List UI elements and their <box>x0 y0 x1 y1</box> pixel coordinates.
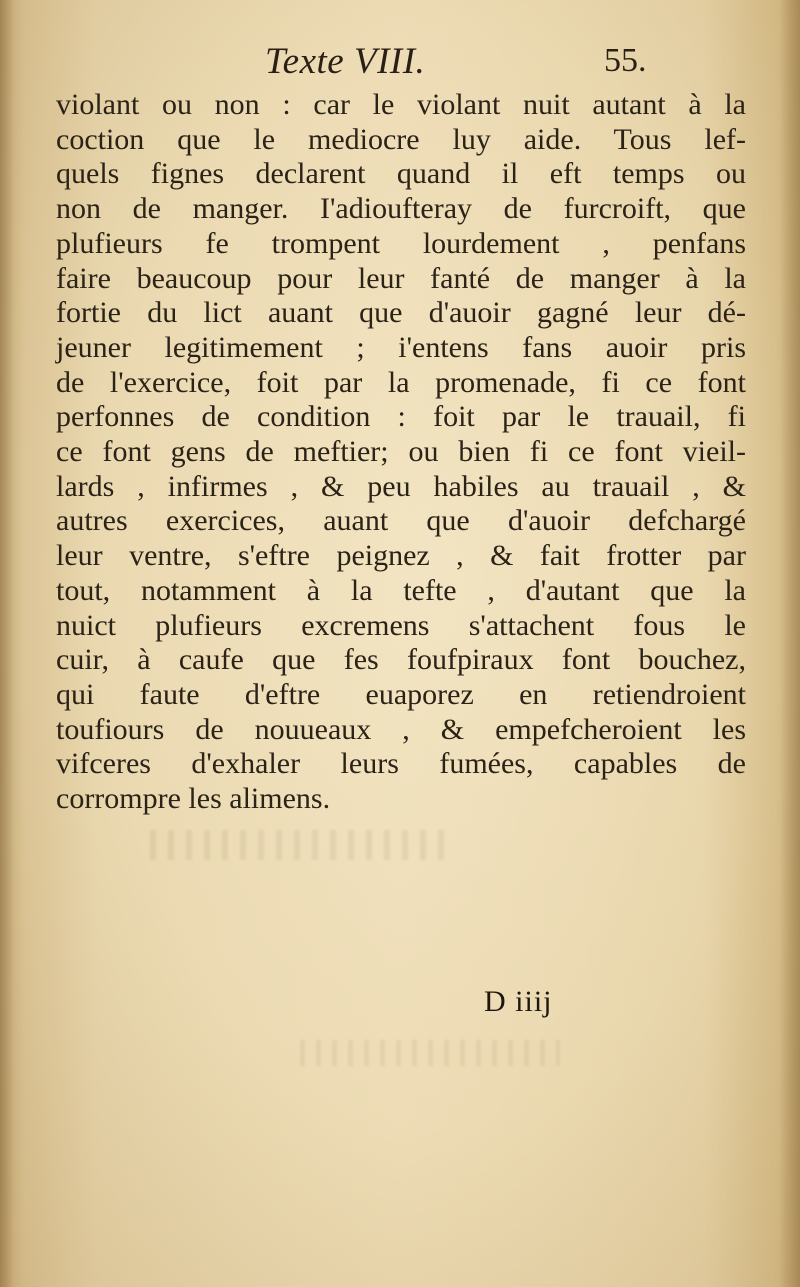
signature-mark: D iiij <box>484 985 553 1018</box>
running-title: Texte VIII. <box>265 41 426 82</box>
text-line: tout, notamment à la tefte , d'autant que la <box>56 573 746 607</box>
text-line: jeuner legitimement ; i'entens fans auoir pris <box>56 330 746 364</box>
running-head <box>0 40 800 90</box>
text-line: violant ou non : car le violant nuit autant à la <box>56 88 746 121</box>
text-line: autres exercices, auant que d'auoir defchargé <box>56 504 746 538</box>
text-line: coction que le mediocre luy aide. Tous lef- <box>56 122 746 156</box>
text-line: perfonnes de condition : foit par le trauail, fi <box>56 400 746 434</box>
text-line: toufiours de nouueaux , & empefcheroient les <box>56 712 746 746</box>
text-line: qui faute d'eftre euaporez en retiendroient <box>56 677 746 711</box>
text-line: leur ventre, s'eftre peignez , & fait frotter par <box>56 539 746 573</box>
body-paragraph <box>56 88 746 817</box>
show-through-smudge <box>150 830 450 860</box>
text-line: ce font gens de meftier; ou bien fi ce font vieil- <box>56 435 746 469</box>
text-line: plufieurs fe trompent lourdement , penfans <box>56 226 746 260</box>
text-line: fortie du lict auant que d'auoir gagné leur dé- <box>56 296 746 330</box>
text-line: vifceres d'exhaler leurs fumées, capables de <box>56 747 746 781</box>
text-line: faire beaucoup pour leur fanté de manger à la <box>56 261 746 295</box>
text-line: lards , infirmes , & peu habiles au trauail , & <box>56 469 746 503</box>
text-line: nuict plufieurs excremens s'attachent fous le <box>56 608 746 642</box>
text-line: cuir, à caufe que fes foufpiraux font bouchez, <box>56 643 746 677</box>
text-line: corrompre les alimens. <box>56 782 331 816</box>
text-line: de l'exercice, foit par la promenade, fi ce font <box>56 365 746 399</box>
text-line: non de manger. I'adioufteray de furcroift, que <box>56 192 746 226</box>
page-number: 55. <box>604 42 647 79</box>
text-line: quels fignes declarent quand il eft temps ou <box>56 157 746 191</box>
show-through-smudge <box>300 1040 560 1066</box>
